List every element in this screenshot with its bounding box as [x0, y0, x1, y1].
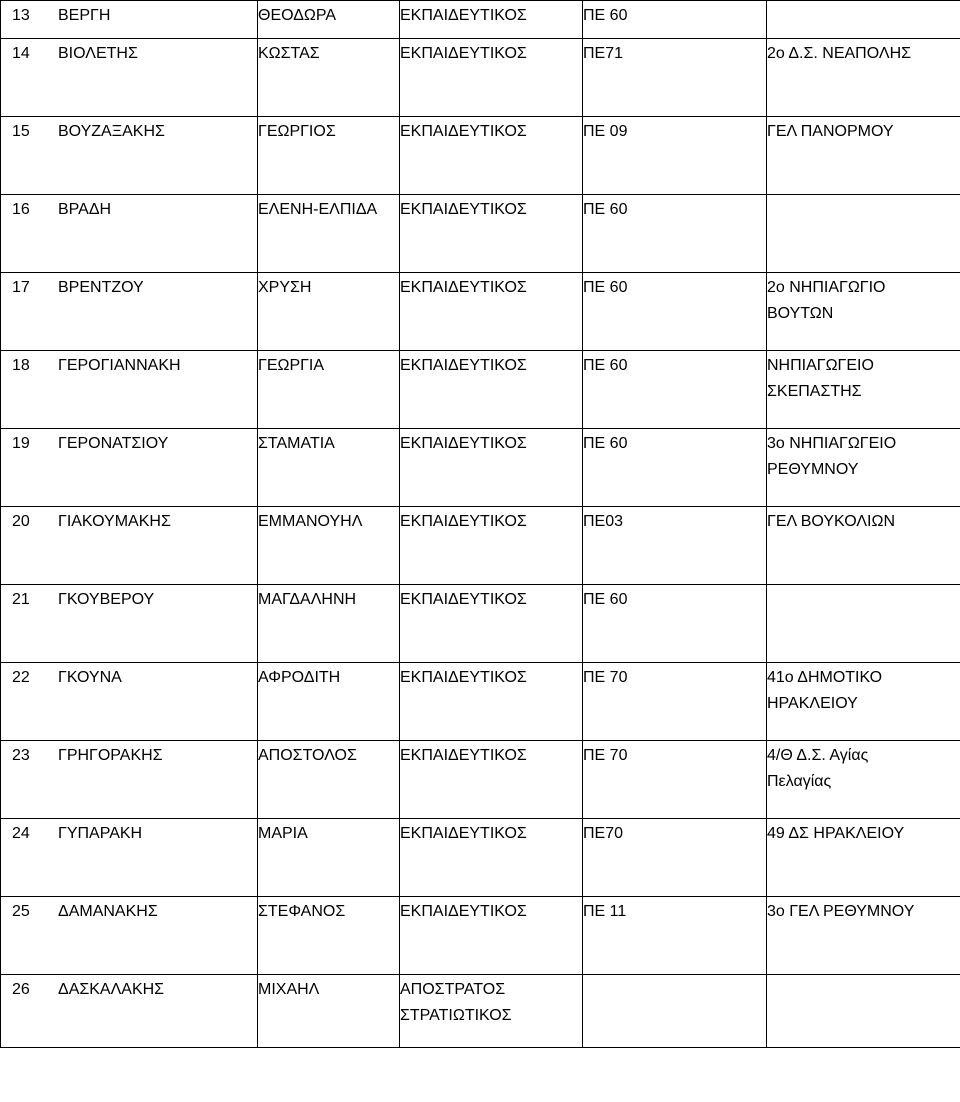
row-number: 14	[12, 45, 30, 62]
table-row	[1, 351, 960, 429]
row-number: 13	[12, 7, 30, 24]
first-name: ΜΑΡΙΑ	[258, 825, 308, 842]
cell-number-surname	[1, 39, 258, 117]
table-row	[1, 117, 960, 195]
cell-role	[400, 819, 583, 897]
surname: ΓΡΗΓΟΡΑΚΗΣ	[58, 747, 163, 764]
role-line: ΕΚΠΑΙΔΕΥΤΙΚΟΣ	[400, 591, 527, 608]
cell-specialty	[583, 429, 767, 507]
table-row	[1, 663, 960, 741]
cell-number-surname	[1, 819, 258, 897]
first-name: ΓΕΩΡΓΙΑ	[258, 357, 325, 374]
school-line: ΗΡΑΚΛΕΙΟΥ	[767, 695, 858, 712]
cell-school	[767, 273, 960, 351]
school-line: ΝΗΠΙΑΓΩΓΕΙΟ	[767, 357, 874, 374]
cell-first-name	[258, 195, 400, 273]
cell-school	[767, 351, 960, 429]
cell-school	[767, 39, 960, 117]
specialty: ΠΕ 60	[583, 435, 628, 452]
specialty: ΠΕ 60	[583, 7, 628, 24]
specialty: ΠΕ 11	[583, 903, 627, 920]
cell-role	[400, 975, 583, 1048]
cell-first-name	[258, 975, 400, 1048]
surname: ΒΕΡΓΗ	[58, 7, 111, 24]
cell-specialty	[583, 975, 767, 1048]
cell-specialty	[583, 663, 767, 741]
cell-number-surname	[1, 273, 258, 351]
school-line: ΣΚΕΠΑΣΤΗΣ	[767, 383, 862, 400]
first-name: ΣΤΑΜΑΤΙΑ	[258, 435, 335, 452]
cell-school	[767, 585, 960, 663]
cell-first-name	[258, 273, 400, 351]
cell-first-name	[258, 819, 400, 897]
table-row	[1, 273, 960, 351]
school-line: ΓΕΛ ΠΑΝΟΡΜΟΥ	[767, 123, 894, 140]
cell-role	[400, 663, 583, 741]
cell-number-surname	[1, 429, 258, 507]
cell-number-surname	[1, 975, 258, 1048]
specialty: ΠΕ 60	[583, 279, 628, 296]
role-line: ΣΤΡΑΤΙΩΤΙΚΟΣ	[400, 1007, 512, 1024]
cell-school	[767, 897, 960, 975]
cell-specialty	[583, 819, 767, 897]
specialty: ΠΕ 60	[583, 357, 628, 374]
table-row	[1, 507, 960, 585]
school-line: 3ο ΓΕΛ ΡΕΘΥΜΝΟΥ	[767, 903, 915, 920]
role-line: ΕΚΠΑΙΔΕΥΤΙΚΟΣ	[400, 825, 527, 842]
role-line: ΕΚΠΑΙΔΕΥΤΙΚΟΣ	[400, 903, 527, 920]
cell-first-name	[258, 429, 400, 507]
specialty: ΠΕ 60	[583, 201, 628, 218]
row-number: 18	[12, 357, 30, 374]
cell-role	[400, 507, 583, 585]
cell-school	[767, 975, 960, 1048]
cell-first-name	[258, 741, 400, 819]
cell-first-name	[258, 585, 400, 663]
cell-number-surname	[1, 1, 258, 39]
school-line: ΓΕΛ ΒΟΥΚΟΛΙΩΝ	[767, 513, 895, 530]
school-line: Πελαγίας	[767, 773, 832, 790]
school-line: 41ο ΔΗΜΟΤΙΚΟ	[767, 669, 883, 686]
specialty	[583, 975, 766, 977]
first-name: ΑΦΡΟΔΙΤΗ	[258, 669, 341, 686]
cell-role	[400, 897, 583, 975]
school-line: 49 ΔΣ ΗΡΑΚΛΕΙΟΥ	[767, 825, 905, 842]
first-name: ΑΠΟΣΤΟΛΟΣ	[258, 747, 357, 764]
cell-role	[400, 195, 583, 273]
cell-number-surname	[1, 897, 258, 975]
first-name: ΜΙΧΑΗΛ	[258, 981, 320, 998]
cell-role	[400, 351, 583, 429]
role-line: ΕΚΠΑΙΔΕΥΤΙΚΟΣ	[400, 7, 527, 24]
cell-number-surname	[1, 351, 258, 429]
cell-school	[767, 195, 960, 273]
cell-number-surname	[1, 741, 258, 819]
cell-role	[400, 585, 583, 663]
cell-first-name	[258, 39, 400, 117]
cell-specialty	[583, 195, 767, 273]
first-name: ΣΤΕΦΑΝΟΣ	[258, 903, 346, 920]
table-row	[1, 429, 960, 507]
row-number: 22	[12, 669, 30, 686]
surname: ΓΕΡΟΓΙΑΝΝΑΚΗ	[58, 357, 181, 374]
surname: ΓΥΠΑΡΑΚΗ	[58, 825, 143, 842]
participants-table-body	[1, 1, 960, 1048]
surname: ΓΙΑΚΟΥΜΑΚΗΣ	[58, 513, 171, 530]
role-line: ΕΚΠΑΙΔΕΥΤΙΚΟΣ	[400, 435, 527, 452]
first-name: ΧΡΥΣΗ	[258, 279, 312, 296]
row-number: 20	[12, 513, 30, 530]
row-number: 16	[12, 201, 30, 218]
cell-first-name	[258, 351, 400, 429]
cell-first-name	[258, 663, 400, 741]
school-line: 2ο ΝΗΠΙΑΓΩΓΙΟ	[767, 279, 886, 296]
specialty: ΠΕ 60	[583, 591, 628, 608]
row-number: 25	[12, 903, 30, 920]
surname: ΔΑΣΚΑΛΑΚΗΣ	[58, 981, 165, 998]
school-line: 2ο Δ.Σ. ΝΕΑΠΟΛΗΣ	[767, 45, 912, 62]
cell-school	[767, 663, 960, 741]
cell-school	[767, 741, 960, 819]
row-number: 15	[12, 123, 30, 140]
surname: ΓΕΡΟΝΑΤΣΙΟΥ	[58, 435, 169, 452]
cell-number-surname	[1, 663, 258, 741]
table-row	[1, 1, 960, 39]
cell-specialty	[583, 507, 767, 585]
role-line: ΑΠΟΣΤΡΑΤΟΣ	[400, 981, 506, 998]
cell-school	[767, 429, 960, 507]
table-row	[1, 819, 960, 897]
specialty: ΠΕ 70	[583, 747, 628, 764]
cell-role	[400, 117, 583, 195]
role-line: ΕΚΠΑΙΔΕΥΤΙΚΟΣ	[400, 357, 527, 374]
school-line: ΡΕΘΥΜΝΟΥ	[767, 461, 859, 478]
cell-role	[400, 429, 583, 507]
cell-specialty	[583, 585, 767, 663]
table-row	[1, 195, 960, 273]
cell-first-name	[258, 897, 400, 975]
surname: ΒΙΟΛΕΤΗΣ	[58, 45, 138, 62]
row-number: 21	[12, 591, 30, 608]
table-row	[1, 897, 960, 975]
surname: ΓΚΟΥΒΕΡΟΥ	[58, 591, 155, 608]
role-line: ΕΚΠΑΙΔΕΥΤΙΚΟΣ	[400, 513, 527, 530]
surname: ΒΡΕΝΤΖΟΥ	[58, 279, 144, 296]
role-line: ΕΚΠΑΙΔΕΥΤΙΚΟΣ	[400, 123, 527, 140]
cell-first-name	[258, 117, 400, 195]
surname: ΒΡΑΔΗ	[58, 201, 112, 218]
role-line: ΕΚΠΑΙΔΕΥΤΙΚΟΣ	[400, 201, 527, 218]
cell-specialty	[583, 39, 767, 117]
cell-school	[767, 117, 960, 195]
surname: ΒΟΥΖΑΞΑΚΗΣ	[58, 123, 165, 140]
role-line: ΕΚΠΑΙΔΕΥΤΙΚΟΣ	[400, 279, 527, 296]
cell-first-name	[258, 507, 400, 585]
specialty: ΠΕ 70	[583, 669, 628, 686]
row-number: 23	[12, 747, 30, 764]
cell-role	[400, 273, 583, 351]
school-line: 4/Θ Δ.Σ. Αγίας	[767, 747, 869, 764]
cell-school	[767, 1, 960, 39]
table-row	[1, 585, 960, 663]
row-number: 19	[12, 435, 30, 452]
cell-role	[400, 39, 583, 117]
cell-specialty	[583, 273, 767, 351]
cell-number-surname	[1, 117, 258, 195]
row-number: 24	[12, 825, 30, 842]
cell-role	[400, 1, 583, 39]
cell-specialty	[583, 741, 767, 819]
cell-school	[767, 507, 960, 585]
role-line: ΕΚΠΑΙΔΕΥΤΙΚΟΣ	[400, 747, 527, 764]
cell-first-name	[258, 1, 400, 39]
cell-role	[400, 741, 583, 819]
table-row	[1, 741, 960, 819]
role-line: ΕΚΠΑΙΔΕΥΤΙΚΟΣ	[400, 669, 527, 686]
school-line: ΒΟΥΤΩΝ	[767, 305, 834, 322]
first-name: ΜΑΓΔΑΛΗΝΗ	[258, 591, 357, 608]
first-name: ΕΛΕΝΗ-ΕΛΠΙΔΑ	[258, 201, 378, 218]
first-name: ΚΩΣΤΑΣ	[258, 45, 320, 62]
specialty: ΠΕ 09	[583, 123, 628, 140]
cell-number-surname	[1, 507, 258, 585]
cell-specialty	[583, 897, 767, 975]
cell-number-surname	[1, 195, 258, 273]
first-name: ΕΜΜΑΝΟΥΗΛ	[258, 513, 363, 530]
row-number: 26	[12, 981, 30, 998]
row-number: 17	[12, 279, 30, 296]
cell-school	[767, 819, 960, 897]
specialty: ΠΕ71	[583, 45, 624, 62]
role-line: ΕΚΠΑΙΔΕΥΤΙΚΟΣ	[400, 45, 527, 62]
cell-specialty	[583, 351, 767, 429]
cell-number-surname	[1, 585, 258, 663]
table-row	[1, 975, 960, 1048]
specialty: ΠΕ70	[583, 825, 624, 842]
surname: ΓΚΟΥΝΑ	[58, 669, 122, 686]
cell-specialty	[583, 117, 767, 195]
surname: ΔΑΜΑΝΑΚΗΣ	[58, 903, 158, 920]
school-line: 3ο ΝΗΠΙΑΓΩΓΕΙΟ	[767, 435, 897, 452]
first-name: ΓΕΩΡΓΙΟΣ	[258, 123, 336, 140]
specialty: ΠΕ03	[583, 513, 624, 530]
first-name: ΘΕΟΔΩΡΑ	[258, 7, 337, 24]
cell-specialty	[583, 1, 767, 39]
table-row	[1, 39, 960, 117]
